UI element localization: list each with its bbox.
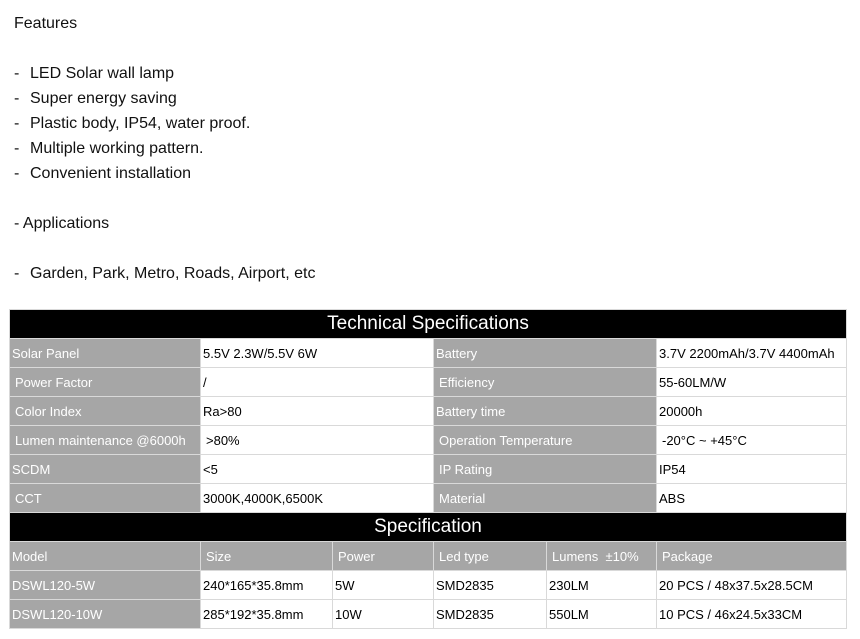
tech-row — [10, 397, 847, 426]
application-item — [14, 264, 315, 284]
feature-item — [14, 114, 250, 134]
tech-value: -20°C ~ +45°C — [657, 426, 847, 455]
feature-text: LED Solar wall lamp — [30, 65, 175, 82]
tech-row — [10, 455, 847, 484]
feature-dash: - — [14, 90, 20, 107]
tech-label: Efficiency — [434, 368, 657, 397]
technical-title-row — [10, 310, 847, 339]
spec-model: DSWL120-5W — [10, 571, 201, 600]
tech-value: 3.7V 2200mAh/3.7V 4400mAh — [657, 339, 847, 368]
tech-value: <5 — [201, 455, 434, 484]
spec-header-row — [10, 542, 847, 571]
spec-led-type: SMD2835 — [434, 600, 547, 629]
feature-dash: - — [14, 65, 20, 82]
feature-dash: - — [14, 115, 20, 132]
tech-row — [10, 339, 847, 368]
spec-lumens: 550LM — [547, 600, 657, 629]
spec-row — [10, 571, 847, 600]
feature-item — [14, 164, 191, 184]
spec-size: 240*165*35.8mm — [201, 571, 333, 600]
tech-label: Material — [434, 484, 657, 513]
applications-heading: - Applications — [14, 215, 110, 232]
tech-label: Operation Temperature — [434, 426, 657, 455]
tech-label: Solar Panel — [10, 339, 201, 368]
feature-text: Super energy saving — [30, 90, 177, 107]
features-heading: Features — [14, 15, 78, 32]
spec-header-lumens: Lumens ±10% — [547, 542, 657, 571]
tech-label: SCDM — [10, 455, 201, 484]
tech-value: IP54 — [657, 455, 847, 484]
spec-header-power: Power — [333, 542, 434, 571]
tech-label: Battery — [434, 339, 657, 368]
tech-label: Lumen maintenance @6000h — [10, 426, 201, 455]
spec-row — [10, 600, 847, 629]
technical-specifications-title: Technical Specifications — [10, 310, 847, 339]
spec-header-package: Package — [657, 542, 847, 571]
spec-header-led-type: Led type — [434, 542, 547, 571]
spec-size: 285*192*35.8mm — [201, 600, 333, 629]
feature-item — [14, 89, 177, 109]
feature-item — [14, 139, 203, 159]
tech-value: / — [201, 368, 434, 397]
spec-lumens: 230LM — [547, 571, 657, 600]
feature-dash: - — [14, 165, 20, 182]
spec-led-type: SMD2835 — [434, 571, 547, 600]
tech-value: 3000K,4000K,6500K — [201, 484, 434, 513]
tech-value: >80% — [201, 426, 434, 455]
tech-label: CCT — [10, 484, 201, 513]
spec-model: DSWL120-10W — [10, 600, 201, 629]
spec-header-size: Size — [201, 542, 333, 571]
tech-value: Ra>80 — [201, 397, 434, 426]
spec-package: 20 PCS / 48x37.5x28.5CM — [657, 571, 847, 600]
spec-power: 10W — [333, 600, 434, 629]
feature-item — [14, 64, 174, 84]
tech-value: 55-60LM/W — [657, 368, 847, 397]
application-text: Garden, Park, Metro, Roads, Airport, etc — [30, 265, 316, 282]
tech-label: Color Index — [10, 397, 201, 426]
spec-package: 10 PCS / 46x24.5x33CM — [657, 600, 847, 629]
tech-label: Power Factor — [10, 368, 201, 397]
tech-label: IP Rating — [434, 455, 657, 484]
tech-label: Battery time — [434, 397, 657, 426]
tech-value: ABS — [657, 484, 847, 513]
tech-row — [10, 484, 847, 513]
tech-row — [10, 426, 847, 455]
tech-value: 20000h — [657, 397, 847, 426]
tech-value: 5.5V 2.3W/5.5V 6W — [201, 339, 434, 368]
feature-text: Plastic body, IP54, water proof. — [30, 115, 251, 132]
feature-text: Convenient installation — [30, 165, 191, 182]
spec-header-model: Model — [10, 542, 201, 571]
application-dash: - — [14, 265, 20, 282]
feature-dash: - — [14, 140, 20, 157]
tech-row — [10, 368, 847, 397]
spec-power: 5W — [333, 571, 434, 600]
specification-title: Specification — [10, 513, 847, 542]
feature-text: Multiple working pattern. — [30, 140, 204, 157]
specification-title-row — [10, 513, 847, 542]
specifications-table — [9, 309, 847, 629]
